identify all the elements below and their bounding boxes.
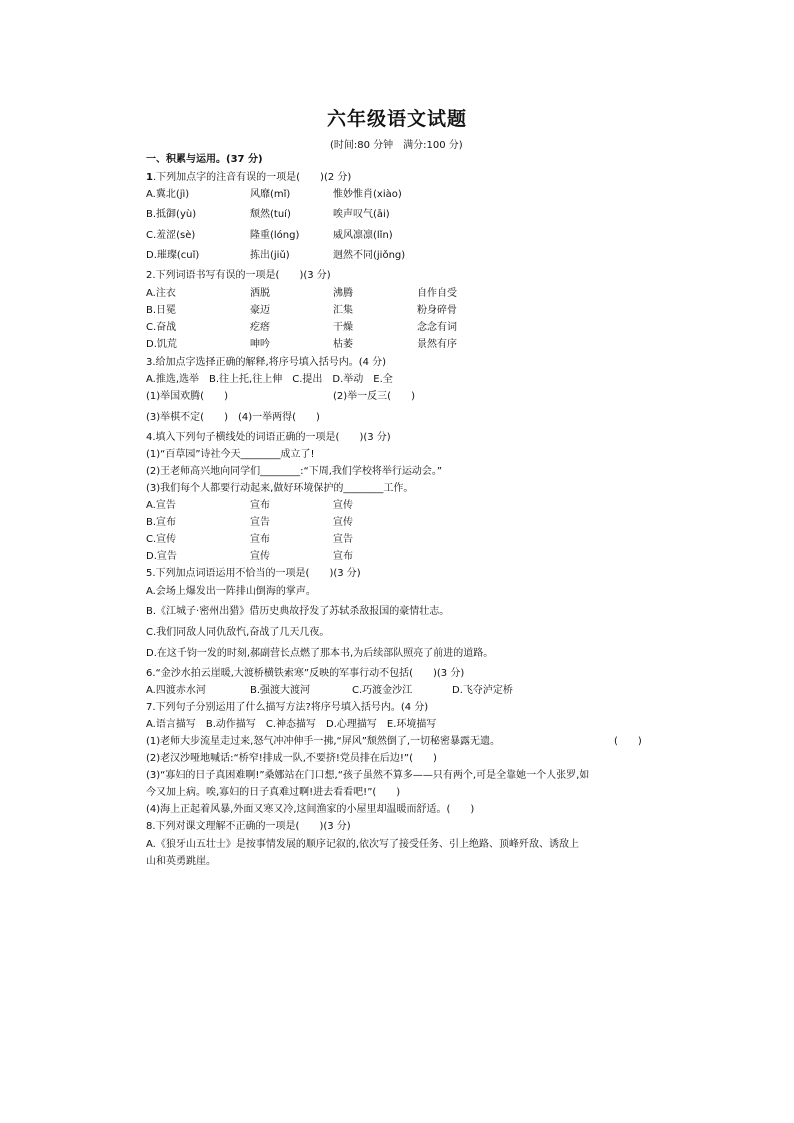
option-cell: A.注衣: [146, 288, 176, 299]
option-cell: 唉声叹气(āi): [333, 209, 390, 220]
option-cell: D.饥荒: [146, 339, 177, 350]
sentence-line: (1)“百草园”诗社今天________成立了!: [146, 449, 315, 460]
question-stem: [146, 171, 351, 185]
question-stem: 3.给加点字选择正确的解释,将序号填入括号内。(4 分): [146, 357, 387, 368]
section-heading: 一、积累与运用。(37 分): [146, 154, 263, 165]
question-stem: 5.下列加点词语运用不恰当的一项是( )(3 分): [146, 568, 361, 579]
option-cell: 颓然(tuí): [250, 209, 291, 220]
exam-subtitle: (时间:80 分钟 满分:100 分): [330, 140, 463, 151]
sentence-line: (2)王老师高兴地向同学们________:“下周,我们学校将举行运动会。”: [146, 466, 443, 477]
option-cell: 念念有词: [417, 322, 457, 333]
question-stem: 7.下列句子分别运用了什么描写方法?将序号填入括号内。(4 分): [146, 702, 429, 713]
option-cell: 宣布: [250, 500, 270, 511]
option-cell: 惟妙惟肖(xiào): [333, 189, 402, 200]
option-cell: 宣布: [333, 551, 353, 562]
option-cell: 枯萎: [333, 339, 353, 350]
option-cell: D.璀璨(cuǐ): [146, 250, 200, 261]
question-stem: 4.填入下列句子横线处的词语正确的一项是( )(3 分): [146, 432, 391, 443]
fill-item: (2)举一反三( ): [333, 391, 415, 402]
option-cell: 汇集: [333, 305, 353, 316]
option-line: 山和英勇跳崖。: [146, 856, 216, 867]
question-text: .下列加点字的注音有误的一项是( )(2 分): [152, 172, 352, 183]
sentence-line: (1)老师大步流星走过来,怒气冲冲伸手一拂,“屏风”颓然倒了,一切秘密暴露无遗。: [146, 736, 501, 747]
option-cell: 呻吟: [250, 339, 270, 350]
sentence-line: 今又加上病。唉,寡妇的日子真难过啊!进去看看吧!”( ): [146, 787, 401, 798]
fill-item: (3)举棋不定( ) (4)一举两得( ): [146, 412, 320, 423]
option-line: A.会场上爆发出一阵排山倒海的掌声。: [146, 586, 316, 597]
option-cell: 宣告: [333, 534, 353, 545]
option-cell: 干燥: [333, 322, 353, 333]
option-line: C.我们同敌人同仇敌忾,奋战了几天几夜。: [146, 627, 330, 638]
option-cell: A.宣告: [146, 500, 176, 511]
answer-paren: ( ): [614, 736, 642, 747]
option-line: B.《江城子·密州出猎》借历史典故抒发了苏轼杀敌报国的豪情壮志。: [146, 606, 450, 617]
option-cell: 威风凛凛(lǐn): [333, 230, 393, 241]
option-cell: B.日冕: [146, 305, 177, 316]
sentence-line: (3)“寡妇的日子真困难啊!”桑娜站在门口想,“孩子虽然不算多——只有两个,可是全靠她一个人张罗,如: [146, 770, 590, 781]
option-cell: D.飞夺泸定桥: [452, 685, 513, 696]
option-cell: 隆重(lóng): [250, 230, 300, 241]
question-stem: 2.下列词语书写有误的一项是( )(3 分): [146, 270, 331, 281]
option-cell: 风靡(mǐ): [250, 189, 291, 200]
option-cell: 沸腾: [333, 288, 353, 299]
option-cell: 豪迈: [250, 305, 270, 316]
option-cell: D.宣告: [146, 551, 177, 562]
option-cell: C.巧渡金沙江: [352, 685, 413, 696]
option-cell: B.宣布: [146, 517, 177, 528]
fill-item: (1)举国欢腾( ): [146, 391, 228, 402]
option-cell: 宣传: [250, 551, 270, 562]
option-cell: B.抵御(yù): [146, 209, 197, 220]
option-cell: 景然有序: [417, 339, 457, 350]
sentence-line: (3)我们每个人都要行动起来,做好环境保护的________工作。: [146, 483, 414, 494]
option-cell: 迥然不同(jiǒng): [333, 250, 406, 261]
question-stem: 6.“金沙水拍云崖暖,大渡桥横铁索寒”反映的军事行动不包括( )(3 分): [146, 668, 465, 679]
option-cell: C.奋战: [146, 322, 177, 333]
option-cell: 宣传: [333, 500, 353, 511]
option-cell: A.四渡赤水河: [146, 685, 206, 696]
option-cell: 宣告: [250, 517, 270, 528]
option-cell: 洒脱: [250, 288, 270, 299]
page-title: 六年级语文试题: [326, 108, 467, 130]
option-cell: C.宣传: [146, 534, 177, 545]
sentence-line: (2)老汉沙哑地喊话:“桥窄!排成一队,不要挤!党员排在后边!”( ): [146, 753, 437, 764]
option-line: A.《狼牙山五壮士》是按事情发展的顺序记叙的,依次写了接受任务、引上绝路、顶峰歼敌、诱敌上: [146, 839, 580, 850]
option-cell: B.强渡大渡河: [250, 685, 311, 696]
question-stem: 8.下列对课文理解不正确的一项是( )(3 分): [146, 821, 351, 832]
option-cell: 宣传: [333, 517, 353, 528]
option-cell: 自作自受: [417, 288, 457, 299]
option-cell: 疙瘩: [250, 322, 270, 333]
option-cell: C.羞涩(sè): [146, 230, 196, 241]
sentence-line: (4)海上正起着风暴,外面又寒又冷,这间渔家的小屋里却温暖而舒适。( ): [146, 804, 475, 815]
option-list: A.语言描写 B.动作描写 C.神态描写 D.心理描写 E.环境描写: [146, 719, 437, 730]
option-cell: A.冀北(jì): [146, 189, 190, 200]
option-list: A.推选,选举 B.往上托,往上伸 C.提出 D.举动 E.全: [146, 374, 393, 385]
option-cell: 拣出(jiǔ): [250, 250, 290, 261]
option-cell: 宣布: [250, 534, 270, 545]
option-cell: 粉身碎骨: [417, 305, 457, 316]
question-number: 1: [146, 172, 153, 183]
option-line: D.在这千钧一发的时刻,郝副营长点燃了那本书,为后续部队照亮了前进的道路。: [146, 648, 494, 659]
